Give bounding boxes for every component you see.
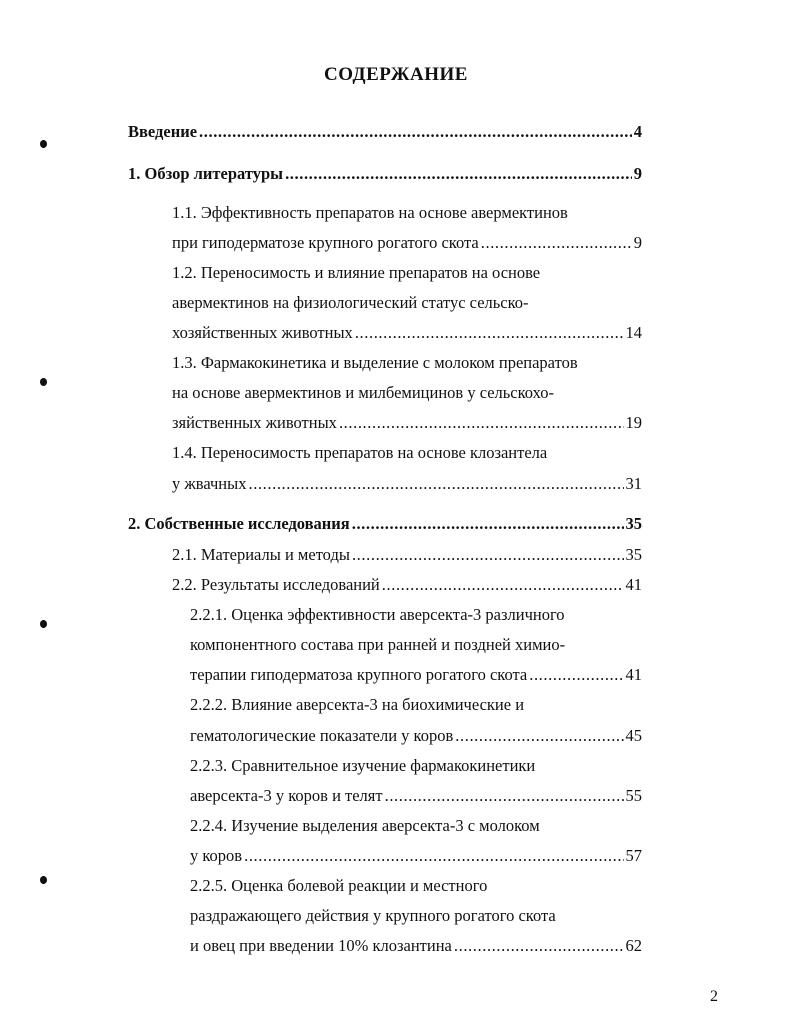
toc-entry-2-2-1-line: компонентного состава при ранней и поздней химио- (190, 635, 566, 654)
toc-entry-1-3-line: 1.3. Фармакокинетика и выделение с молоком препаратов (172, 353, 578, 372)
toc-entry-label: терапии гиподерматоза крупного рогатого скота (190, 665, 528, 684)
toc-leader-dots (481, 233, 632, 253)
page-title: СОДЕРЖАНИЕ (324, 64, 468, 85)
toc-leader-dots (352, 545, 624, 565)
toc-page-number: 4 (633, 122, 642, 141)
punch-hole-mark (40, 140, 47, 148)
page-number: 2 (710, 988, 718, 1005)
toc-entry-label: 2.1. Материалы и методы (172, 545, 350, 564)
toc-entry-1-2[interactable] (172, 323, 642, 343)
toc-entry-label: и овец при введении 10% клозантина (190, 936, 452, 955)
toc-entry-1-1[interactable] (172, 233, 642, 253)
toc-leader-dots (285, 164, 632, 184)
toc-entry-2-2-3[interactable] (190, 786, 642, 806)
toc-leader-dots (244, 846, 623, 866)
toc-leader-dots (454, 936, 624, 956)
toc-entry-label: гематологические показатели у коров (190, 726, 454, 745)
toc-page-number: 62 (625, 936, 642, 955)
toc-entry-2-2-2-line: 2.2.2. Влияние аверсекта-3 на биохимические и (190, 695, 525, 714)
toc-entry-2-2-5-line: раздражающего действия у крупного рогатого скота (190, 906, 556, 925)
toc-entry-1-2-line: авермектинов на физиологический статус сельско- (172, 293, 529, 312)
toc-leader-dots (339, 413, 624, 433)
toc-entry-introduction[interactable] (128, 122, 642, 142)
toc-leader-dots (199, 122, 632, 142)
toc-entry-label: Введение (128, 122, 198, 141)
toc-entry-1-1-line: 1.1. Эффективность препаратов на основе авермектинов (172, 203, 568, 222)
toc-entry-literature-review[interactable] (128, 164, 642, 184)
toc-entry-label: у коров (190, 846, 243, 865)
toc-entry-label: 1. Обзор литературы (128, 164, 284, 183)
toc-entry-2-1[interactable] (172, 545, 642, 565)
toc-entry-2-2[interactable] (172, 575, 642, 595)
toc-entry-label: хозяйственных животных (172, 323, 353, 342)
toc-page-number: 31 (625, 474, 642, 493)
toc-page-number: 57 (625, 846, 642, 865)
toc-entry-1-3-line: на основе авермектинов и милбемицинов у сельскохо- (172, 383, 555, 402)
toc-leader-dots (355, 323, 624, 343)
toc-page-number: 41 (625, 575, 642, 594)
toc-entry-label: 2.2. Результаты исследований (172, 575, 380, 594)
toc-leader-dots (382, 575, 624, 595)
toc-entry-2-2-3-line: 2.2.3. Сравнительное изучение фармакокинетики (190, 756, 536, 775)
toc-entry-1-3[interactable] (172, 413, 642, 433)
toc-entry-label: при гиподерматозе крупного рогатого скота (172, 233, 479, 252)
toc-entry-label: зяйственных животных (172, 413, 337, 432)
toc-entry-own-research[interactable] (128, 514, 642, 534)
toc-entry-2-2-4-line: 2.2.4. Изучение выделения аверсекта-3 с молоком (190, 816, 540, 835)
toc-page-number: 35 (625, 545, 642, 564)
toc-page-number: 45 (625, 726, 642, 745)
toc-page-number: 14 (625, 323, 642, 342)
toc-entry-1-2-line: 1.2. Переносимость и влияние препаратов на основе (172, 263, 541, 282)
toc-entry-label: 2. Собственные исследования (128, 514, 350, 533)
toc-leader-dots (455, 726, 623, 746)
toc-leader-dots (352, 514, 624, 534)
toc-entry-2-2-1[interactable] (190, 665, 642, 685)
toc-entry-2-2-5[interactable] (190, 936, 642, 956)
toc-entry-2-2-4[interactable] (190, 846, 642, 866)
toc-page-number: 35 (625, 514, 642, 533)
toc-entry-2-2-2[interactable] (190, 726, 642, 746)
toc-page-number: 9 (633, 164, 642, 183)
toc-entry-2-2-5-line: 2.2.5. Оценка болевой реакции и местного (190, 876, 488, 895)
toc-page-number: 41 (625, 665, 642, 684)
toc-page-number: 9 (633, 233, 642, 252)
toc-entry-2-2-1-line: 2.2.1. Оценка эффективности аверсекта-3 различного (190, 605, 565, 624)
punch-hole-mark (40, 876, 47, 884)
toc-leader-dots (529, 665, 623, 685)
punch-hole-mark (40, 620, 47, 628)
toc-entry-label: у жвачных (172, 474, 247, 493)
toc-leader-dots (385, 786, 624, 806)
punch-hole-mark (40, 378, 47, 386)
toc-page-number: 19 (625, 413, 642, 432)
toc-entry-label: аверсекта-3 у коров и телят (190, 786, 383, 805)
toc-entry-1-4-line: 1.4. Переносимость препаратов на основе клозантела (172, 443, 548, 462)
toc-leader-dots (248, 474, 623, 494)
toc-page-number: 55 (625, 786, 642, 805)
toc-entry-1-4[interactable] (172, 474, 642, 494)
